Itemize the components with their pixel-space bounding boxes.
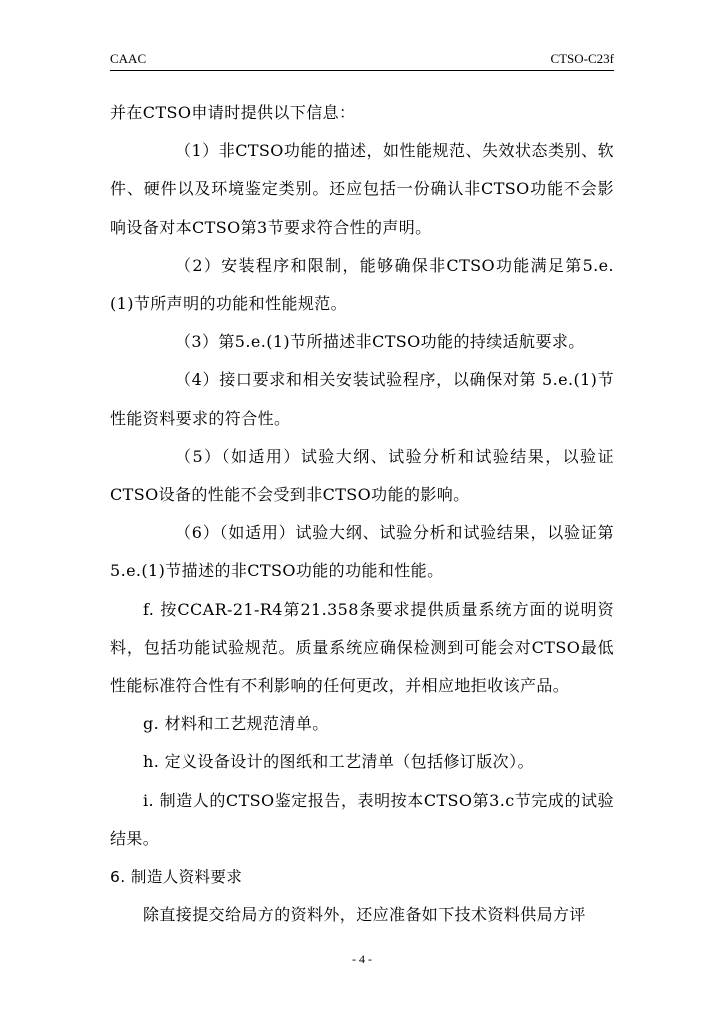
header-doc-id: CTSO-C23f [550, 51, 614, 66]
page-body [110, 94, 614, 934]
section-paragraph: 除直接提交给局方的资料外，还应准备如下技术资料供局方评 [143, 905, 586, 925]
list-item-g: g. 材料和工艺规范清单。 [143, 714, 329, 734]
lead-paragraph: 并在CTSO申请时提供以下信息： [110, 103, 356, 122]
list-item-6: （6）（如适用）试验大纲、试验分析和试验结果，以验证第5.e.(1)节描述的非CTSO功能的功能和性能。 [110, 523, 614, 581]
list-item-5: （5）（如适用）试验大纲、试验分析和试验结果，以验证CTSO设备的性能不会受到非CTSO功能的影响。 [110, 446, 614, 505]
list-item-f: f. 按CCAR-21-R4第21.358条要求提供质量系统方面的说明资料，包括功能试验规范。质量系统应确保检测到可能会对CTSO最低性能标准符合性有不利影响的任何更改，并相应地拒收该产品。 [110, 599, 614, 696]
list-item-3: （3）第5.e.(1)节所描述非CTSO功能的持续适航要求。 [175, 332, 585, 352]
page-number: - 4 - [352, 952, 372, 966]
list-item-h: h. 定义设备设计的图纸和工艺清单（包括修订版次）。 [143, 752, 534, 772]
page-header [110, 50, 614, 68]
header-org: CAAC [110, 51, 147, 66]
section-heading: 6. 制造人资料要求 [110, 868, 243, 887]
list-item-1: （1）非CTSO功能的描述，如性能规范、失效状态类别、软件、硬件以及环境鉴定类别。还应包括一份确认非CTSO功能不会影响设备对本CTSO第3节要求符合性的声明。 [110, 141, 614, 237]
list-item-4: （4）接口要求和相关安装试验程序，以确保对第 5.e.(1)节性能资料要求的符合性。 [110, 370, 614, 428]
header-rule [110, 70, 614, 71]
list-item-i: i. 制造人的CTSO鉴定报告，表明按本CTSO第3.c节完成的试验结果。 [110, 790, 614, 848]
list-item-2: （2）安装程序和限制，能够确保非CTSO功能满足第5.e.(1)节所声明的功能和性能规范。 [110, 255, 614, 314]
